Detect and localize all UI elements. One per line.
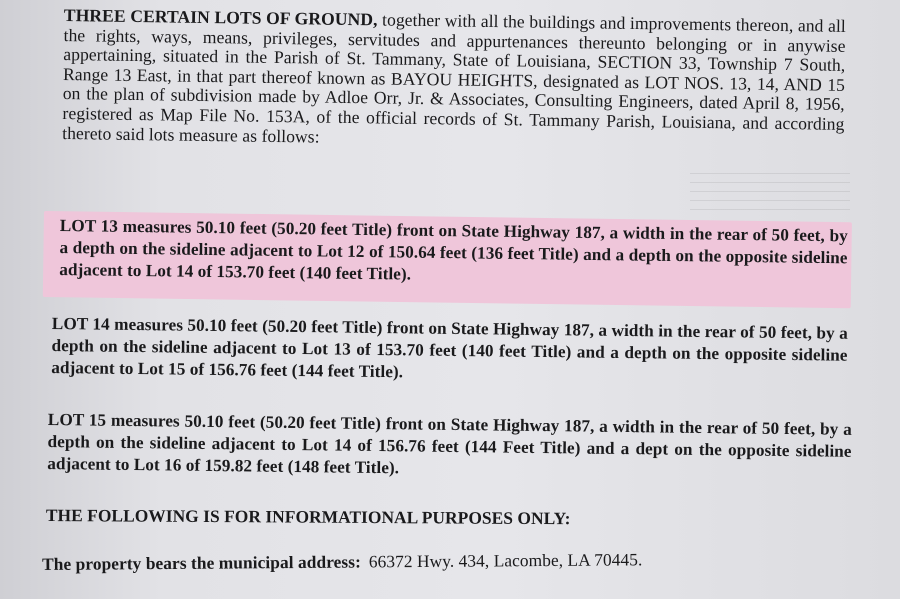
lot-13-paragraph: LOT 13 measures 50.10 feet (50.20 feet Title) front on State Highway 187, a width in the rear of 50 feet, by a depth on the sideline adjacent to Lot 12 of 150.64 feet (136 feet Title) and a depth on the opposite sideline adjacent to Lot 14 of 153.70 feet (140 feet Title). (59, 215, 848, 285)
lot-14-paragraph: LOT 14 measures 50.10 feet (50.20 feet Title) front on State Highway 187, a width in the rear of 50 feet, by a depth on the sideline adjacent to Lot 13 of 153.70 feet (140 feet Title) and a depth on the opposite sideline adjacent to Lot 15 of 156.76 feet (144 feet Title). (51, 313, 848, 382)
address-label: The property bears the municipal address: (41, 551, 361, 574)
address-value: 66372 Hwy. 434, Lacombe, LA 70445. (368, 549, 643, 572)
intro-lead: THREE CERTAIN LOTS OF GROUND, (63, 5, 378, 30)
address-line (42, 549, 802, 575)
informational-heading: THE FOLLOWING IS FOR INFORMATIONAL PURPOSES ONLY: (45, 505, 571, 529)
lot-15-paragraph: LOT 15 measures 50.10 feet (50.20 feet Title) front on State Highway 187, a width in the rear of 50 feet, by a depth on the sideline adjacent to Lot 14 of 156.76 feet (144 Feet Title) and a dept on the opposite sideline adjacent to Lot 16 of 159.82 feet (148 feet Title). (47, 409, 852, 478)
intro-body: together with all the buildings and improvements thereon, and all the rights, ways, means, privileges, servitudes and appurtenances thereunto belonging or in anywise appertaining, situated in the Parish of St. Tammany, State of Louisiana, SECTION 33, Township 7 South, Range 13 East, in that part thereof known as BAYOU HEIGHTS, designated as LOT NOS. 13, 14, AND 15 on the plan of subdivision made by Adloe Orr, Jr. & Associates, Consulting Engineers, dated April 8, 1956, registered as Map File No. 153A, of the official records of St. Tammany Parish, Louisiana, and according thereto said lots measure as follows: (62, 9, 846, 147)
show-through-text (690, 170, 850, 210)
intro-paragraph (62, 6, 846, 154)
